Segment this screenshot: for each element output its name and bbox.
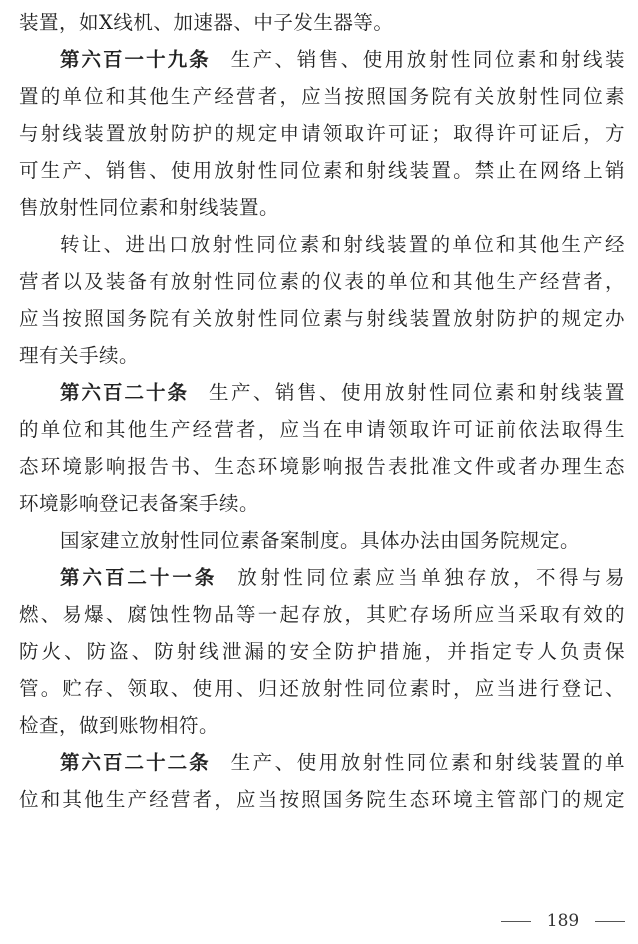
- page-footer: [501, 908, 625, 934]
- article-number: 第六百二十二条: [60, 751, 211, 774]
- article-622-heading-line: 第六百二十二条 生产、使用放射性同位素和射线装置的单: [60, 751, 625, 774]
- text-line: 应当按照国务院有关放射性同位素与射线装置放射防护的规定办: [19, 307, 625, 330]
- text-line: 防火、防盗、防射线泄漏的安全防护措施，并指定专人负责保: [19, 640, 625, 663]
- text-line: 国家建立放射性同位素备案制度。具体办法由国务院规定。: [60, 529, 581, 552]
- text-line: 可生产、销售、使用放射性同位素和射线装置。禁止在网络上销: [19, 159, 625, 182]
- text-line: 售放射性同位素和射线装置。: [19, 196, 280, 219]
- article-number: 第六百二十条: [60, 381, 189, 404]
- text-line: 的单位和其他生产经营者，应当在申请领取许可证前依法取得生: [19, 418, 625, 441]
- article-620-heading-line: 第六百二十条 生产、销售、使用放射性同位素和射线装置: [60, 381, 625, 404]
- footer-dash-left: [501, 921, 531, 922]
- text-line: 转让、进出口放射性同位素和射线装置的单位和其他生产经: [60, 233, 625, 256]
- text-line: 与射线装置放射防护的规定申请领取许可证；取得许可证后，方: [19, 122, 625, 145]
- text-line: 燃、易爆、腐蚀性物品等一起存放，其贮存场所应当采取有效的: [19, 603, 625, 626]
- document-body: [19, 0, 625, 818]
- page-number: 189: [546, 911, 580, 931]
- text-line: 检查，做到账物相符。: [19, 714, 220, 737]
- text-line: 态环境影响报告书、生态环境影响报告表批准文件或者办理生态: [19, 455, 625, 478]
- article-621-heading-line: 第六百二十一条 放射性同位素应当单独存放，不得与易: [60, 566, 625, 589]
- footer-dash-right: [595, 921, 625, 922]
- text-line: 装置，如X线机、加速器、中子发生器等。: [19, 11, 394, 34]
- text-line: 管。贮存、领取、使用、归还放射性同位素时，应当进行登记、: [19, 677, 625, 700]
- text-line: 环境影响登记表备案手续。: [19, 492, 260, 515]
- article-number: 第六百二十一条: [60, 566, 218, 589]
- text-line: 位和其他生产经营者，应当按照国务院生态环境主管部门的规定: [19, 788, 625, 811]
- article-number: 第六百一十九条: [60, 48, 211, 71]
- text-line: 理有关手续。: [19, 344, 140, 367]
- text-line: 营者以及装备有放射性同位素的仪表的单位和其他生产经营者，: [19, 270, 625, 293]
- article-619-heading-line: 第六百一十九条 生产、销售、使用放射性同位素和射线装: [60, 48, 625, 71]
- text-line: 置的单位和其他生产经营者，应当按照国务院有关放射性同位素: [19, 85, 625, 108]
